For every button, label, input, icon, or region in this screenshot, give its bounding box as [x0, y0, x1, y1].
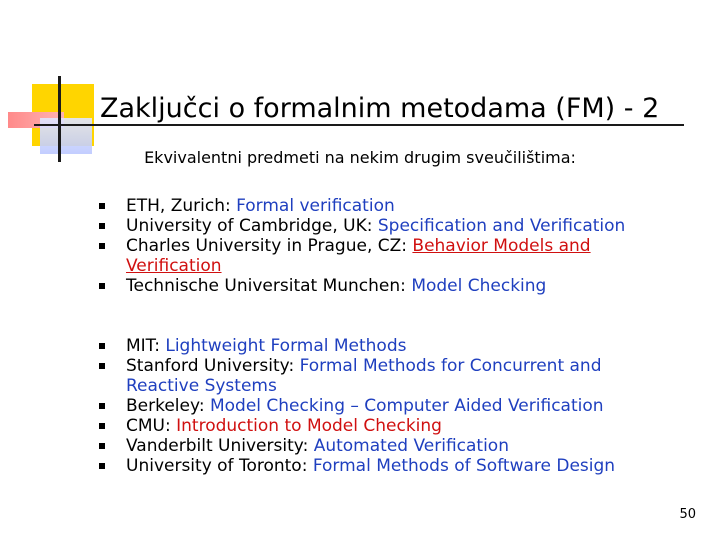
university-name: Vanderbilt University: — [126, 436, 314, 456]
list-item — [96, 436, 696, 456]
bullet-icon — [99, 203, 105, 209]
list-item — [96, 416, 696, 436]
bullet-icon — [99, 283, 105, 289]
university-name: Technische Universitat Munchen: — [126, 276, 412, 296]
course-name: Formal Methods of Software Design — [312, 456, 616, 476]
university-name: Berkeley: — [126, 396, 210, 416]
course-name: Model Checking — [411, 276, 547, 296]
bullet-icon — [99, 223, 105, 229]
list-item — [96, 216, 696, 236]
page-number: 50 — [679, 507, 696, 522]
list-item — [96, 356, 696, 396]
university-name: Charles University in Prague, CZ: — [126, 236, 413, 256]
course-name[interactable]: Behavior Models and — [412, 236, 591, 256]
university-name: University of Cambridge, UK: — [126, 216, 378, 236]
list-item — [96, 276, 696, 296]
list-item — [96, 396, 696, 416]
bullet-icon — [99, 443, 105, 449]
university-name: MIT: — [126, 336, 166, 356]
university-name: ETH, Zurich: — [126, 196, 237, 216]
slide-title: Zaključci o formalnim metodama (FM) - 2 — [100, 93, 660, 124]
bullet-icon — [99, 363, 105, 369]
university-list-europe — [96, 196, 696, 296]
course-name: Formal verification — [236, 196, 395, 216]
bullet-icon — [99, 423, 105, 429]
bullet-icon — [99, 343, 105, 349]
university-list-usa-canada — [96, 336, 696, 476]
university-name: Stanford University: — [126, 356, 300, 376]
university-name: University of Toronto: — [126, 456, 313, 476]
course-name: Model Checking – Computer Aided Verification — [209, 396, 604, 416]
course-name: Automated Verification — [313, 436, 509, 456]
bullet-icon — [99, 243, 105, 249]
bullet-icon — [99, 403, 105, 409]
bullet-icon — [99, 463, 105, 469]
course-name: Specification and Verification — [377, 216, 626, 236]
course-name-continued[interactable]: Verification — [126, 256, 222, 276]
course-name: Lightweight Formal Methods — [165, 336, 407, 356]
list-item — [96, 456, 696, 476]
list-item — [96, 336, 696, 356]
course-name-continued: Reactive Systems — [126, 376, 277, 396]
list-item — [96, 236, 696, 276]
list-item — [96, 196, 696, 216]
course-name: Formal Methods for Concurrent and — [299, 356, 602, 376]
university-name: CMU: — [126, 416, 177, 436]
slide-subtitle: Ekvivalentni predmeti na nekim drugim sveučilištima: — [144, 148, 576, 167]
course-name: Introduction to Model Checking — [176, 416, 442, 436]
